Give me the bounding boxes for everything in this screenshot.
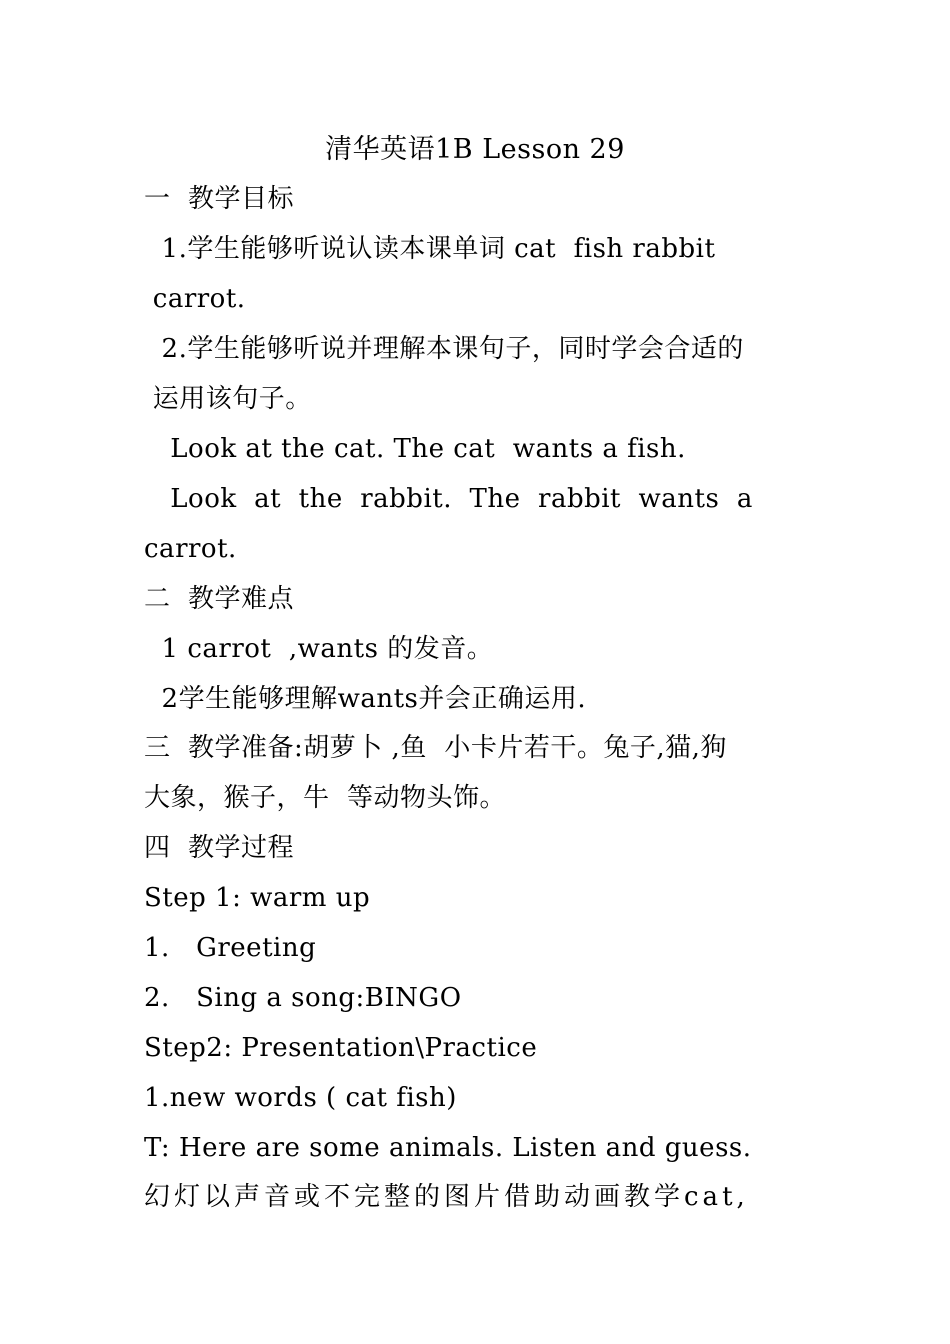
step-1-item-2: 2. Sing a song:BINGO [144, 983, 462, 1013]
section-heading-objectives: 一 教学目标 [144, 184, 295, 214]
objective-2-line-1: 2.学生能够听说并理解本课句子，同时学会合适的 [144, 334, 744, 364]
example-sentence-2-line-1: Look at the rabbit. The rabbit wants a [144, 484, 753, 514]
section-heading-process: 四 教学过程 [144, 833, 295, 863]
example-sentence-1: Look at the cat. The cat wants a fish. [144, 434, 686, 464]
difficulty-1: 1 carrot ,wants 的发音。 [144, 634, 494, 664]
step-2-item-1: 1.new words ( cat fish) [144, 1083, 457, 1113]
objective-2-line-2: 运用该句子。 [144, 384, 312, 414]
document-title: 清华英语1B Lesson 29 [325, 134, 625, 165]
difficulty-2: 2学生能够理解wants并会正确运用. [144, 684, 587, 714]
section-heading-preparation: 三 教学准备:胡萝卜 ,鱼 小卡片若干。兔子,猫,狗 [144, 733, 727, 763]
section-heading-difficulties: 二 教学难点 [144, 584, 295, 614]
step-1-item-1: 1. Greeting [144, 933, 317, 963]
teacher-line: T: Here are some animals. Listen and guess. [144, 1133, 752, 1163]
step-1-heading: Step 1: warm up [144, 883, 371, 913]
step-2-heading: Step2: Presentation\Practice [144, 1033, 538, 1063]
slide-instruction-line: 幻灯以声音或不完整的图片借助动画教学cat, [144, 1182, 749, 1212]
preparation-line-2: 大象，猴子，牛 等动物头饰。 [144, 783, 507, 813]
objective-1-line-1: 1.学生能够听说认读本课单词 cat fish rabbit [144, 234, 716, 264]
example-sentence-2-line-2: carrot. [144, 534, 237, 564]
objective-1-line-2: carrot. [144, 284, 246, 314]
